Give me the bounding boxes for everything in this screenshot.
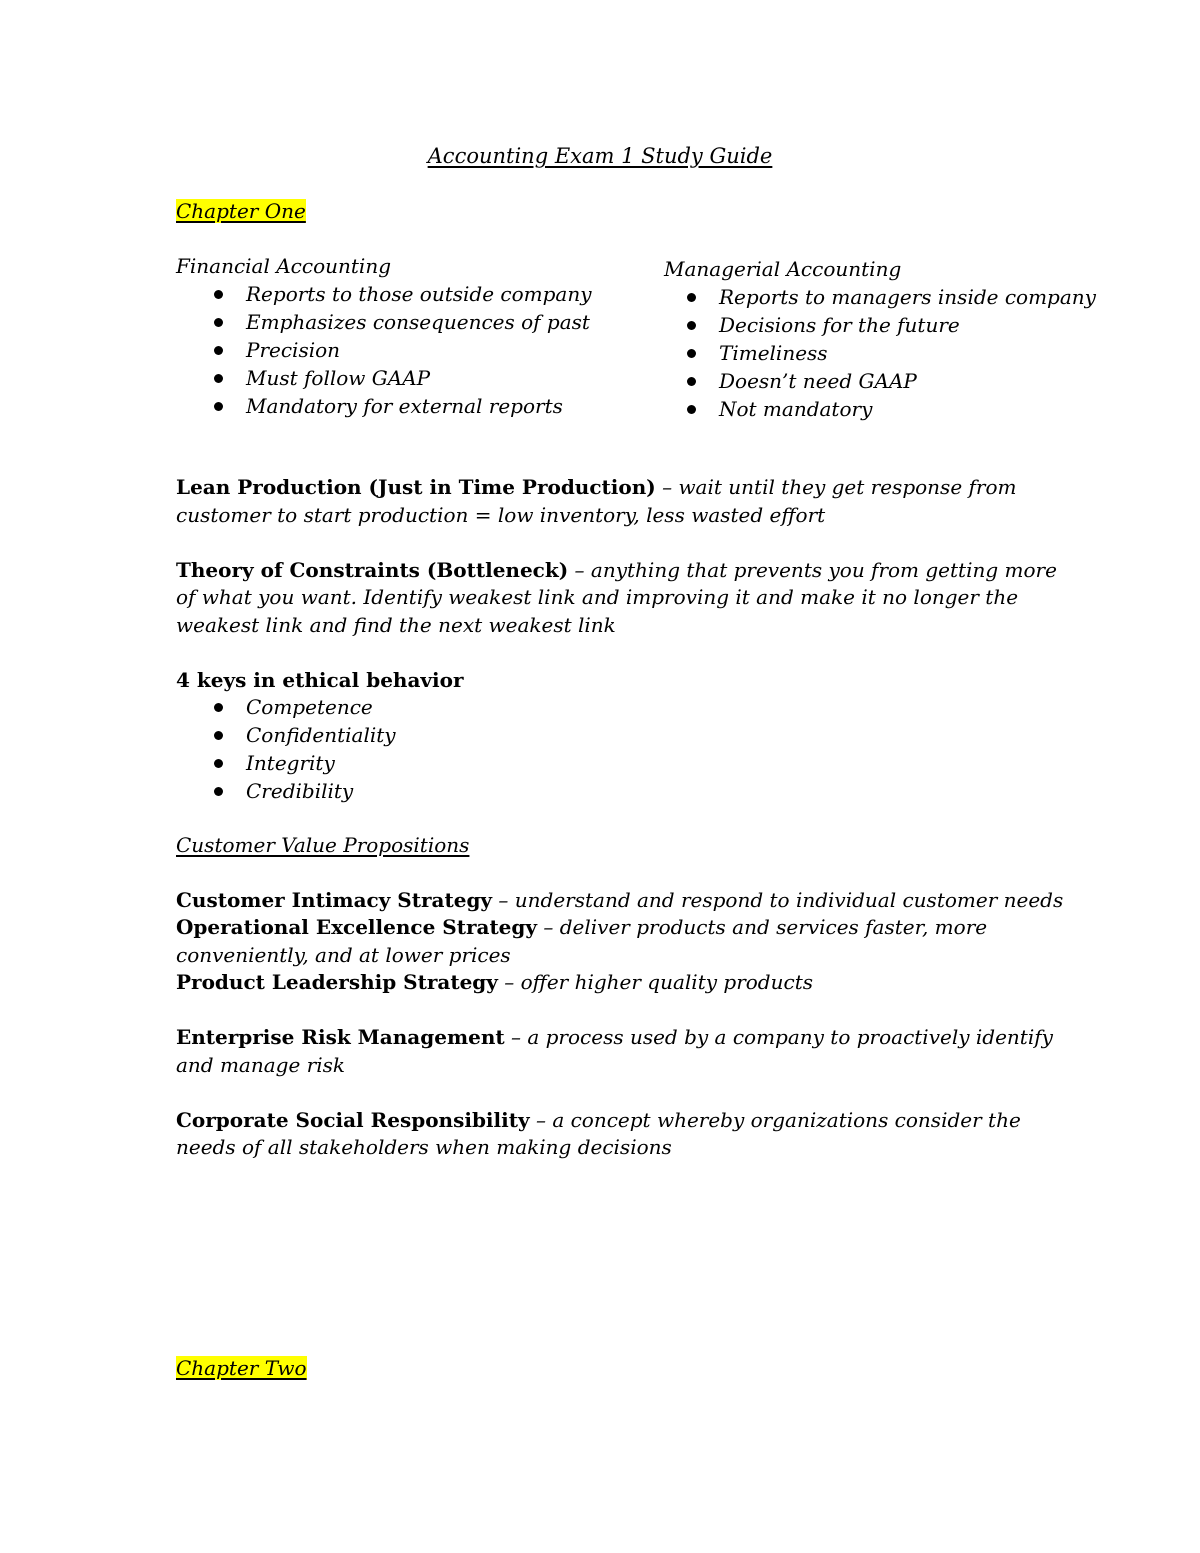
bullet-icon [214,731,223,740]
financial-accounting-heading: Financial Accounting [176,254,391,278]
bullet-icon [214,703,223,712]
csr-definition-1: a concept whereby organizations consider the [552,1108,1021,1132]
ethics-list [246,693,396,805]
list-item: Integrity [246,749,396,777]
bullet-icon [214,374,223,383]
cvp-intimacy-definition: understand and respond to individual customer needs [514,888,1064,912]
cvp-product-line [176,968,813,996]
list-item: Emphasizes consequences of past [246,308,592,336]
csr-definition-2: needs of all stakeholders when making decisions [176,1135,672,1159]
cvp-product-term: Product Leadership Strategy [176,970,498,994]
cvp-intimacy-term: Customer Intimacy Strategy [176,888,493,912]
bullet-icon [214,318,223,327]
erm-line-1 [176,1023,1053,1051]
bullet-icon [687,405,696,414]
bullet-icon [687,349,696,358]
bullet-icon [687,377,696,386]
list-item: Doesn’t need GAAP [719,367,1096,395]
financial-accounting-list [246,280,592,420]
bullet-icon [214,346,223,355]
cvp-intimacy-dash: – [492,888,515,912]
lean-production-definition-1: wait until they get response from [678,475,1017,499]
cvp-operational-definition-1: deliver products and services faster, more [559,915,988,939]
cvp-operational-term: Operational Excellence Strategy [176,915,538,939]
document-title: Accounting Exam 1 Study Guide [427,144,773,168]
bullet-icon [214,787,223,796]
cvp-operational-definition-2: conveniently, and at lower prices [176,943,511,967]
bullet-icon [214,759,223,768]
chapter-one-heading [176,197,306,225]
list-item: Must follow GAAP [246,364,592,392]
erm-dash: – [504,1025,528,1049]
chapter-two-heading [176,1354,307,1382]
toc-definition-3: weakest link and find the next weakest link [176,613,616,637]
csr-line-1 [176,1106,1021,1134]
managerial-accounting-list [719,283,1096,423]
csr-term: Corporate Social Responsibility [176,1108,530,1132]
list-item: Competence [246,693,396,721]
list-item: Reports to those outside company [246,280,592,308]
list-item: Timeliness [719,339,1096,367]
csr-dash: – [529,1108,553,1132]
bullet-icon [214,290,223,299]
managerial-accounting-heading: Managerial Accounting [664,257,902,281]
list-item: Mandatory for external reports [246,392,592,420]
cvp-product-definition: offer higher quality products [520,970,813,994]
list-item: Decisions for the future [719,311,1096,339]
bullet-icon [687,321,696,330]
cvp-operational-dash: – [537,915,560,939]
lean-production-term: Lean Production (Just in Time Production) [176,475,656,499]
toc-dash: – [568,558,591,582]
lean-production-definition-2: customer to start production = low inventory, less wasted effort [176,503,826,527]
toc-definition-1: anything that prevents you from getting more [590,558,1057,582]
toc-term: Theory of Constraints (Bottleneck) [176,558,569,582]
bullet-icon [214,402,223,411]
lean-production-line-1 [176,473,1016,501]
lean-production-dash: – [655,475,679,499]
bullet-icon [687,293,696,302]
erm-definition-2: and manage risk [176,1053,345,1077]
list-item: Reports to managers inside company [719,283,1096,311]
cvp-intimacy-line [176,886,1063,914]
chapter-one-highlight: Chapter One [176,199,306,223]
ethics-heading: 4 keys in ethical behavior [176,668,464,692]
cvp-operational-line [176,913,987,941]
cvp-heading: Customer Value Propositions [176,833,470,857]
erm-term: Enterprise Risk Management [176,1025,505,1049]
list-item: Confidentiality [246,721,396,749]
list-item: Precision [246,336,592,364]
cvp-product-dash: – [497,970,521,994]
list-item: Credibility [246,777,396,805]
erm-definition-1: a process used by a company to proactively identify [527,1025,1053,1049]
toc-definition-2: of what you want. Identify weakest link and improving it and make it no longer the [176,585,1019,609]
toc-line-1 [176,556,1057,584]
chapter-two-highlight: Chapter Two [176,1356,307,1380]
list-item: Not mandatory [719,395,1096,423]
